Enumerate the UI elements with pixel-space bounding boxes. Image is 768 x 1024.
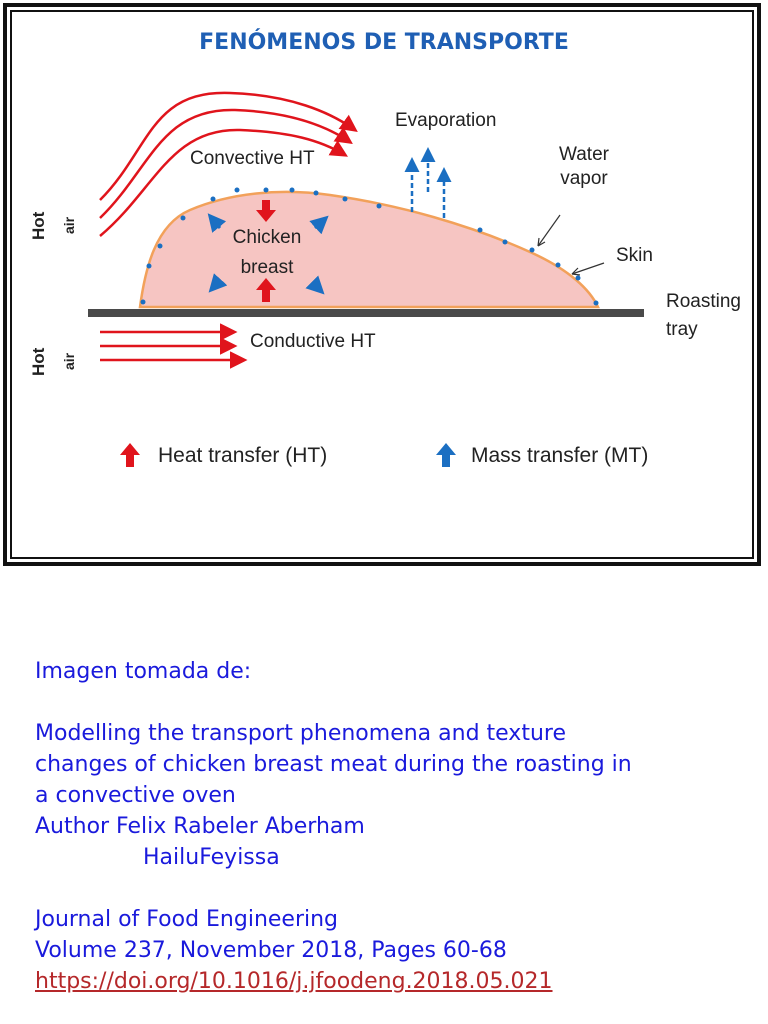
evaporation-label: Evaporation — [395, 110, 497, 131]
citation-author-line-1: Author Felix Rabeler Aberham — [35, 814, 365, 839]
chicken-breast-shape — [140, 192, 598, 307]
evaporation-arrows — [412, 150, 444, 218]
hot-air-label-bottom-line2: air — [61, 352, 77, 370]
citation-title-line-2: changes of chicken breast meat during the roasting in — [35, 752, 632, 777]
chicken-breast-label — [222, 223, 312, 283]
roasting-label: Roasting — [666, 291, 741, 312]
hot-air-label-top — [30, 212, 78, 240]
water-vapor-pointer — [538, 215, 560, 246]
roasting-tray — [88, 309, 644, 317]
water-vapor-label — [546, 143, 622, 191]
hot-air-label-top-line2: air — [61, 216, 77, 234]
chicken-label: Chicken — [232, 227, 302, 248]
conductive-ht-label: Conductive HT — [250, 331, 376, 352]
vapor-label: vapor — [560, 168, 608, 189]
breast-label: breast — [240, 257, 294, 278]
conductive-air-arrows — [100, 332, 244, 360]
citation-title-line-3: a convective oven — [35, 783, 236, 808]
tray-label: tray — [666, 319, 698, 340]
citation-spacer-2 — [35, 873, 755, 904]
figure-title: FENÓMENOS DE TRANSPORTE — [199, 30, 569, 55]
hot-air-label-bottom-line1: Hot — [29, 347, 48, 376]
citation-title-line-1: Modelling the transport phenomena and texture — [35, 721, 566, 746]
citation-intro: Imagen tomada de: — [35, 659, 252, 684]
skin-label: Skin — [616, 245, 653, 266]
hot-air-label-top-line1: Hot — [29, 211, 48, 240]
legend-heat-label: Heat transfer (HT) — [158, 444, 328, 467]
legend-mass-label: Mass transfer (MT) — [471, 444, 649, 467]
citation-spacer — [35, 687, 755, 718]
legend-heat-arrow — [120, 443, 140, 467]
citation-block — [35, 656, 755, 997]
roasting-tray-label — [666, 288, 741, 344]
doi-link[interactable]: https://doi.org/10.1016/j.jfoodeng.2018.05.021 — [35, 969, 553, 994]
water-label: Water — [559, 144, 609, 165]
citation-author-line-2: HailuFeyissa — [143, 845, 280, 870]
legend-mass-arrow — [436, 443, 456, 467]
hot-air-label-bottom — [30, 348, 78, 376]
citation-journal: Journal of Food Engineering — [35, 907, 339, 932]
convective-ht-label: Convective HT — [190, 148, 315, 169]
citation-volume: Volume 237, November 2018, Pages 60-68 — [35, 938, 507, 963]
